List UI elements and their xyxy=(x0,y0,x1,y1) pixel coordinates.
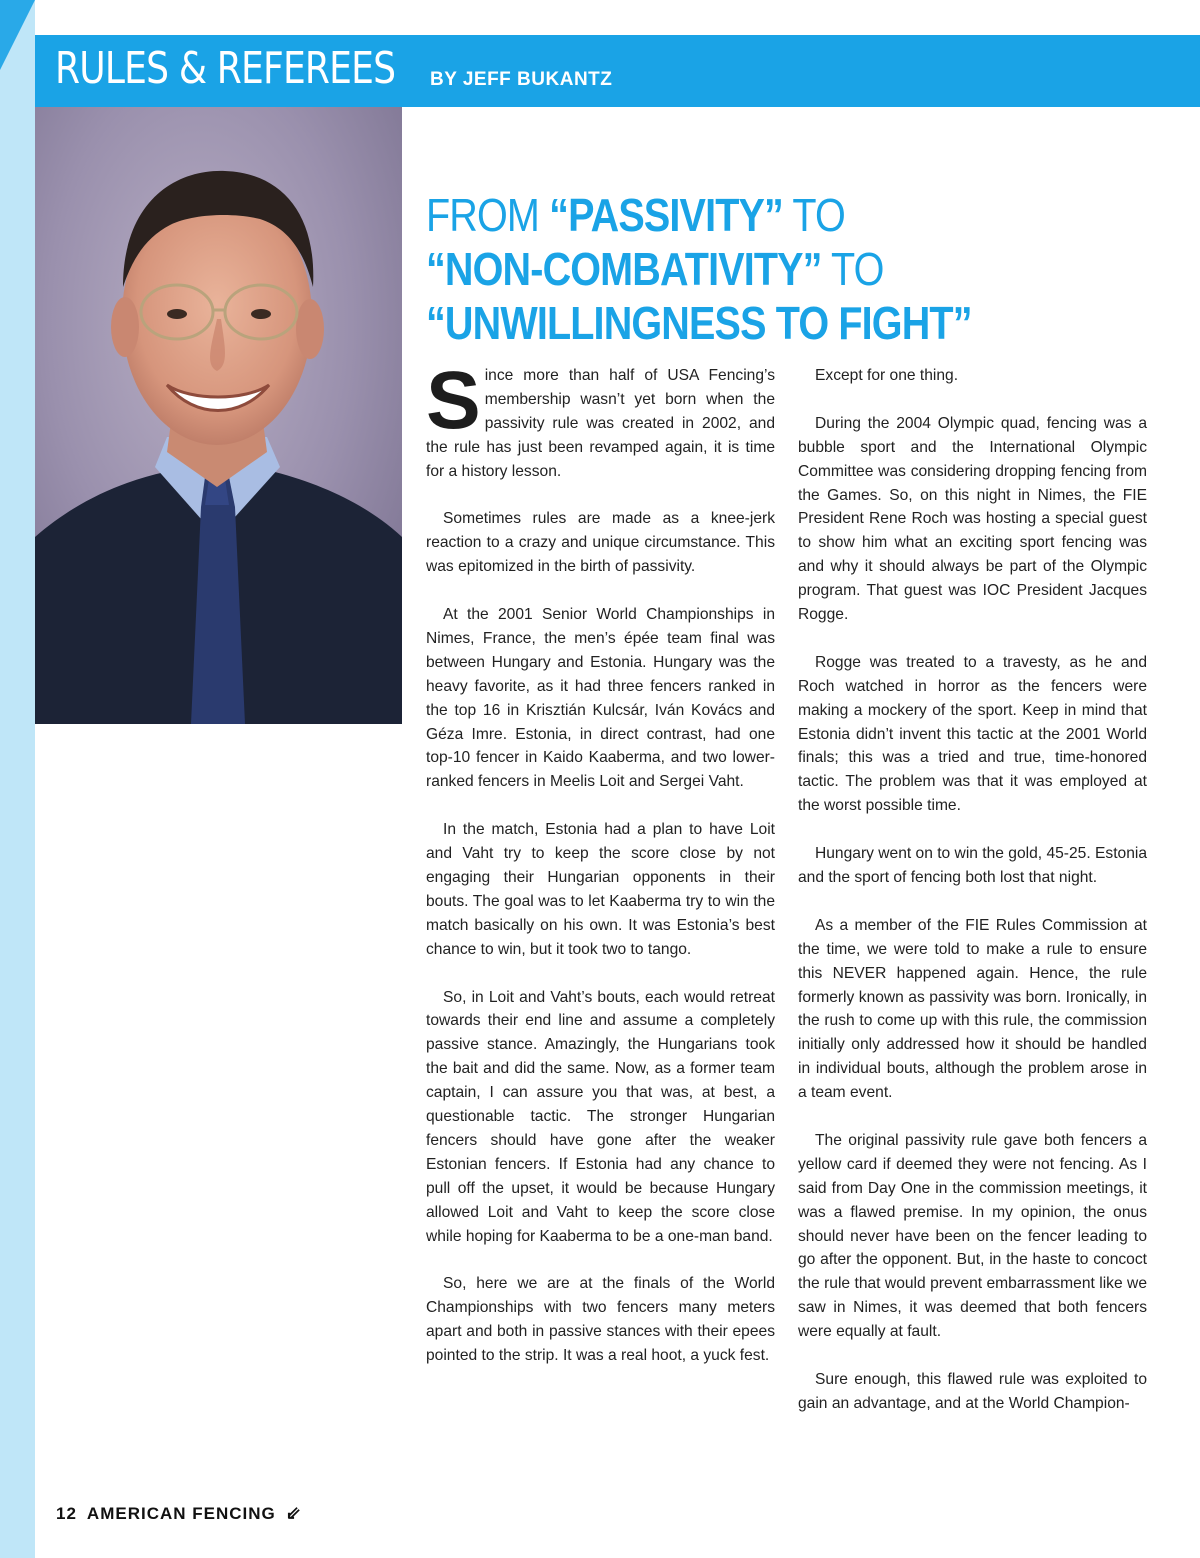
author-photo xyxy=(35,107,402,724)
drop-cap: S xyxy=(426,355,481,446)
article-paragraph: So, here we are at the finals of the World Championships with two fencers many meters apart and both in passive stances with their epees pointed to the strip. It was a real hoot, a yuck fest. xyxy=(426,1275,775,1365)
headline-keyword: “NON-COMBATIVITY” xyxy=(426,243,822,295)
article-paragraph: Sure enough, this flawed rule was exploited to gain an advantage, and at the World Champion- xyxy=(798,1370,1147,1412)
left-margin-strip xyxy=(0,0,35,1558)
headline-keyword: “PASSIVITY” xyxy=(549,189,783,241)
article-paragraph xyxy=(426,355,775,484)
article-column-2 xyxy=(798,364,1147,1440)
article-paragraph: In the match, Estonia had a plan to have Loit and Vaht try to keep the score close by not engaging their Hungarian opponents in their bouts. The goal was to let Kaaberma try to win the match basically on his own. It was Estonia’s best chance to win, but it took two to tango. xyxy=(426,821,775,958)
article-column-1 xyxy=(426,355,775,1392)
section-title: RULES & REFEREES xyxy=(55,43,396,94)
section-header xyxy=(35,35,1200,107)
headline-keyword: “UNWILLINGNESS TO FIGHT” xyxy=(426,297,972,349)
headline-line-3 xyxy=(426,296,1062,350)
publication-name: AMERICAN FENCING xyxy=(86,1504,276,1523)
article-paragraph: Rogge was treated to a travesty, as he and Roch watched in horror as the fencers were making a mockery of the sport. Keep in mind that Estonia didn’t invent this tactic at the 2001 World finals; this was a tried and true, time-honored tactic. The problem was that it was employed at the worst possible time. xyxy=(798,653,1147,815)
byline: BY JEFF BUKANTZ xyxy=(430,69,613,90)
article-paragraph: Hungary went on to win the gold, 45-25. Estonia and the sport of fencing both lost that night. xyxy=(798,845,1148,886)
paragraph-text: ince more than half of USA Fencing’s membership wasn’t yet born when the passivity rule was created in 2002, and the rule has just been revamped again, it is time for a history lesson. xyxy=(426,367,775,480)
article-paragraph: At the 2001 Senior World Championships in Nimes, France, the men’s épée team final was between Hungary and Estonia. Hungary was the heavy favorite, as it had three fencers ranked in the top 16 in Krisztián Kulcsár, Iván Kovács and Géza Imre. Estonia, in direct contrast, had one top-10 fencer in Kaido Kaaberma, and two lower-ranked fencers in Meelis Loit and Sergei Vaht. xyxy=(426,606,775,791)
arrow-down-left-icon: ⇙ xyxy=(285,1503,302,1523)
headline-word: TO xyxy=(782,189,845,241)
left-strip-accent xyxy=(0,0,35,70)
headline-word: FROM xyxy=(426,189,550,241)
article-paragraph: Except for one thing. xyxy=(815,367,959,384)
article-paragraph: Sometimes rules are made as a knee-jerk reaction to a crazy and unique circumstance. This was epitomized in the birth of passivity. xyxy=(426,510,775,576)
headline-line-1 xyxy=(426,188,1062,242)
page-number: 12 xyxy=(56,1504,77,1523)
article-paragraph: So, in Loit and Vaht’s bouts, each would retreat towards their end line and assume a completely passive stance. Amazingly, the Hungarians took the bait and did the same. Now, as a former team captain, I can assure you that was, at best, a questionable tactic. The stronger Hungarian fencers should have gone after the weaker Estonian fencers. If Estonia had any chance to pull off the upset, it would be because Hungary allowed Loit and Vaht to keep the score close while hoping for Kaaberma to be a one-man band. xyxy=(426,988,775,1245)
article-headline xyxy=(426,188,1166,350)
page-footer xyxy=(56,1503,302,1524)
article-paragraph: The original passivity rule gave both fencers a yellow card if deemed they were not fencing. As I said from Day One in the commission meetings, it was a flawed premise. In my opinion, the onus should never have been on the fencer leading to go after the opponent. But, in the haste to concoct the rule that would prevent embarrassment like we saw in Nimes, it was deemed that both fencers were equally at fault. xyxy=(798,1131,1147,1341)
headline-line-2 xyxy=(426,242,1062,296)
headline-word: TO xyxy=(821,243,884,295)
article-paragraph: During the 2004 Olympic quad, fencing was a bubble sport and the International Olympic Committee was considering dropping fencing from the Games. So, on this night in Nimes, the FIE President Rene Roch was hosting a special guest to show him what an exciting sport fencing was and why it should always be part of the Olympic program. That guest was IOC President Jacques Rogge. xyxy=(798,414,1147,624)
article-paragraph: As a member of the FIE Rules Commission at the time, we were told to make a rule to ensure this NEVER happened again. Hence, the rule formerly known as passivity was born. Ironically, in the rush to come up with this rule, the commission initially only addressed how it should be handled in individual bouts, although the problem arose in a team event. xyxy=(798,916,1147,1102)
